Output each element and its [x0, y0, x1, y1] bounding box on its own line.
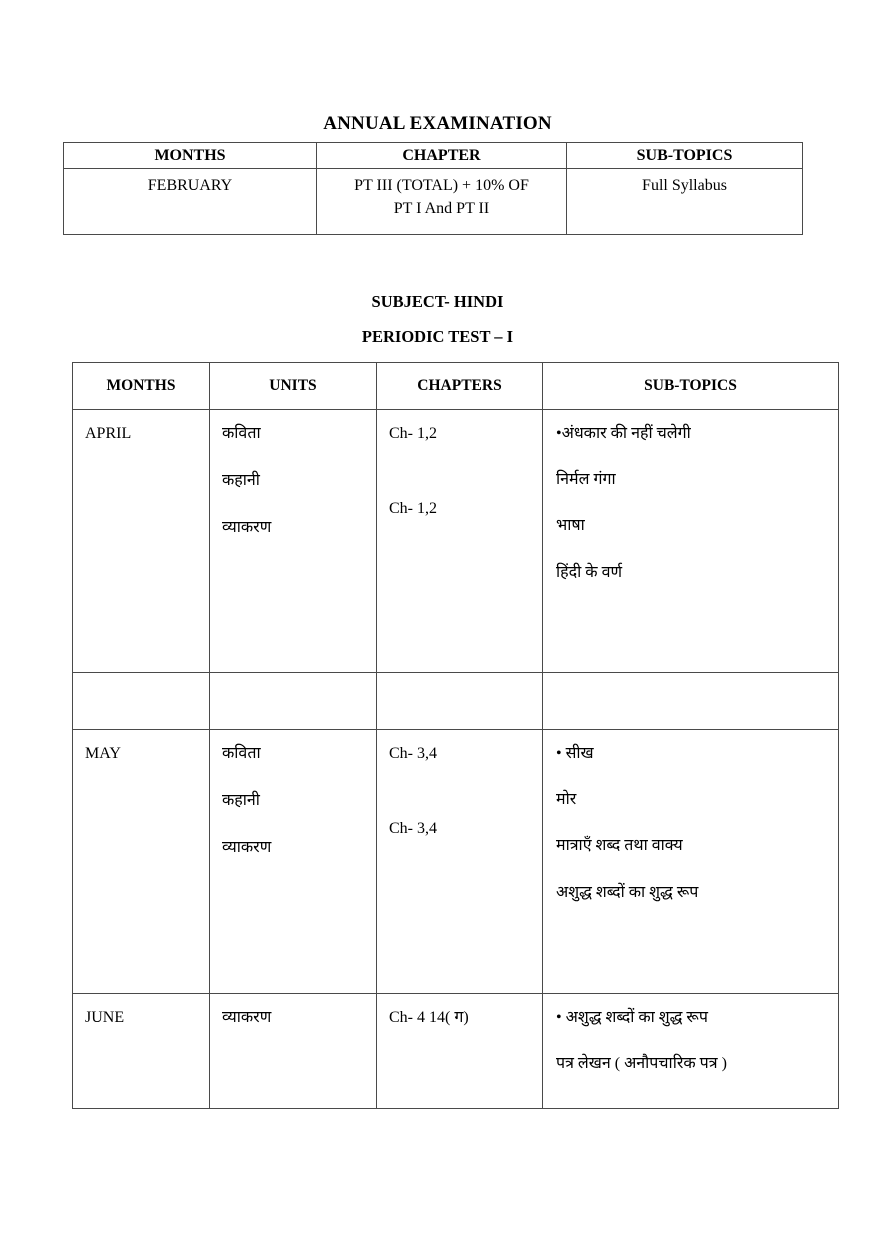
sub-topic-item: हिंदी के वर्ण: [556, 563, 623, 581]
unit-item: कविता: [222, 425, 261, 442]
unit-item: व्याकरण: [222, 519, 272, 537]
sub-topic-item: भाषा: [556, 517, 585, 535]
table-header-row: [73, 363, 839, 410]
column-header-sub-topics: SUB-TOPICS: [567, 143, 803, 169]
subject-heading: SUBJECT- HINDI: [371, 292, 504, 311]
units-list: [222, 744, 376, 858]
cell-sub-topics: [543, 673, 839, 730]
chapter-item: Ch- 1,2: [389, 500, 437, 518]
unit-item: कहानी: [222, 472, 260, 490]
cell-units: [210, 410, 377, 673]
chapters-list: [389, 1008, 542, 1027]
column-header-chapters: CHAPTERS: [377, 363, 543, 410]
cell-month: JUNE: [73, 994, 210, 1109]
sub-topics-list: [556, 744, 838, 902]
unit-item: कहानी: [222, 792, 260, 810]
annual-examination-table: [63, 142, 803, 235]
table-header-row: [64, 143, 803, 169]
sub-topic-item: मात्राएँ शब्द तथा वाक्य: [556, 837, 683, 855]
sub-topics-list: [556, 1008, 838, 1073]
chapter-item: Ch- 4 14( ग): [389, 1009, 469, 1026]
cell-units: [210, 730, 377, 994]
cell-chapters: [377, 730, 543, 994]
chapter-line-2: PT I And PT II: [393, 200, 490, 217]
cell-month: APRIL: [73, 410, 210, 673]
cell-units: [210, 994, 377, 1109]
cell-month: [73, 673, 210, 730]
periodic-test-table: [72, 362, 839, 1109]
unit-item: कविता: [222, 745, 261, 762]
cell-sub-topics: [543, 994, 839, 1109]
chapters-list: [389, 744, 542, 838]
column-header-chapter: CHAPTER: [317, 143, 567, 169]
table-row: [73, 410, 839, 673]
cell-units: [210, 673, 377, 730]
chapter-spacer: [389, 443, 542, 499]
cell-chapters: [377, 673, 543, 730]
units-list: [222, 424, 376, 538]
cell-chapter: [317, 169, 567, 235]
unit-item: व्याकरण: [222, 839, 272, 857]
unit-item: व्याकरण: [222, 1009, 272, 1026]
sub-topic-item: निर्मल गंगा: [556, 471, 616, 489]
chapter-line-1: PT III (TOTAL) + 10% OF: [354, 177, 529, 194]
cell-sub-topics: Full Syllabus: [567, 169, 803, 235]
chapter-item: Ch- 3,4: [389, 820, 437, 838]
column-header-months: MONTHS: [73, 363, 210, 410]
table-row: [73, 994, 839, 1109]
cell-chapters: [377, 410, 543, 673]
cell-sub-topics: [543, 410, 839, 673]
column-header-units: UNITS: [210, 363, 377, 410]
sub-topics-list: [556, 424, 838, 582]
chapter-spacer: [389, 763, 542, 819]
column-header-months: MONTHS: [64, 143, 317, 169]
chapter-item: Ch- 1,2: [389, 425, 437, 442]
chapters-list: [389, 424, 542, 518]
sub-topic-item: पत्र लेखन ( अनौपचारिक पत्र ): [556, 1055, 727, 1073]
annual-examination-title: ANNUAL EXAMINATION: [323, 113, 552, 134]
cell-month: MAY: [73, 730, 210, 994]
cell-sub-topics: [543, 730, 839, 994]
sub-topic-item: • अशुद्ध शब्दों का शुद्ध रूप: [556, 1009, 708, 1026]
column-header-sub-topics: SUB-TOPICS: [543, 363, 839, 410]
chapter-item: Ch- 3,4: [389, 745, 437, 762]
sub-topic-item: अशुद्ध शब्दों का शुद्ध रूप: [556, 883, 699, 901]
table-row: [73, 730, 839, 994]
table-row-empty: [73, 673, 839, 730]
sub-topic-item: • सीख: [556, 745, 594, 762]
table-row: [64, 169, 803, 235]
periodic-test-heading: PERIODIC TEST – I: [361, 327, 514, 346]
units-list: [222, 1008, 376, 1027]
sub-topic-item: मोर: [556, 791, 577, 809]
sub-topic-item: •अंधकार की नहीं चलेगी: [556, 425, 691, 442]
cell-chapters: [377, 994, 543, 1109]
cell-months: FEBRUARY: [64, 169, 317, 235]
